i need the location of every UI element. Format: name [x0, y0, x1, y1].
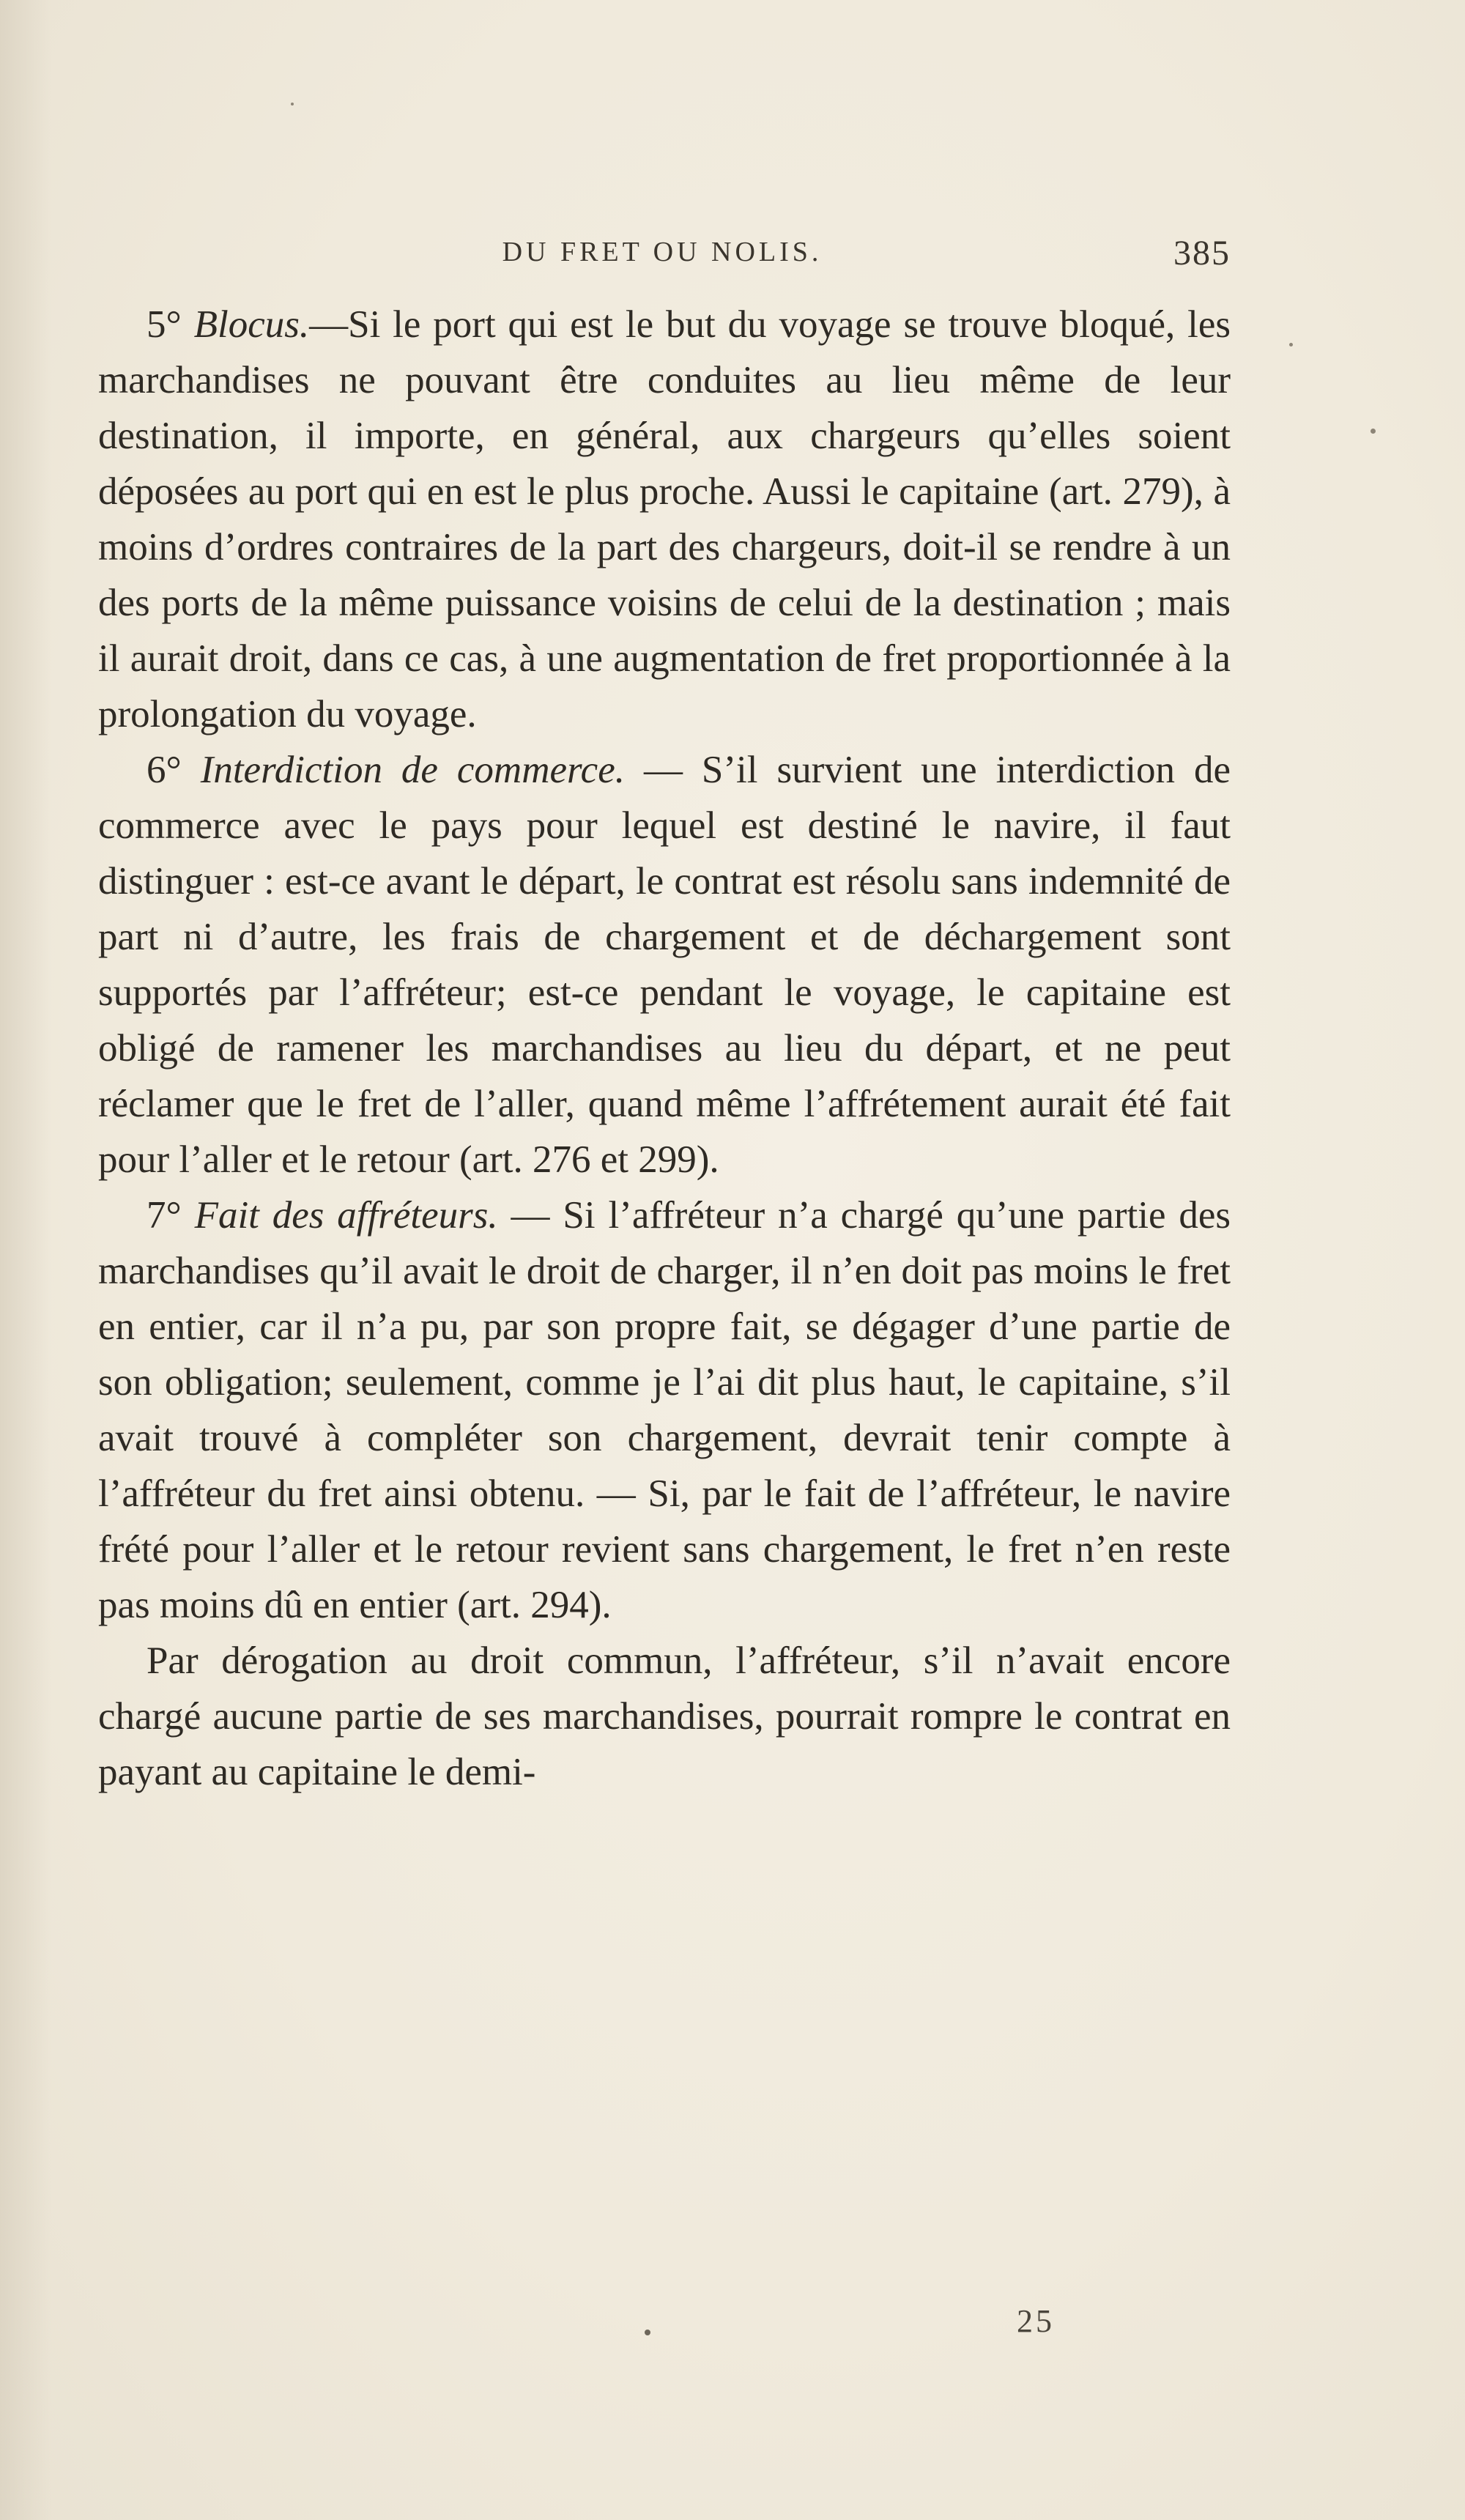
running-title: DU FRET OU NOLIS. — [502, 237, 823, 267]
paragraph-title: Fait des affréteurs. — [194, 1194, 498, 1237]
paragraph-number: 6° — [146, 749, 182, 791]
paragraph-text: — Si l’affréteur n’a chargé qu’une partie des marchandises qu’il avait le droit de charger, il n’en doit pas moins le fret en entier, car il n’a pu, par son propre fait, se dégager d’une partie de son obligation; seulement, comme je l’ai dit plus haut, le capitaine, s’il avait trouvé à compléter son chargement, devrait tenir compte à l’affréteur du fret ainsi obtenu. — Si, par le fait de l’affréteur, le navire frété pour l’aller et le retour revient sans chargement, le fret n’en reste pas moins dû en entier (art. 294). — [98, 1194, 1231, 1626]
paper-speck — [1371, 429, 1376, 434]
paragraph-number: 5° — [146, 303, 182, 346]
paragraph-fait-affreteurs — [98, 1187, 1231, 1633]
paragraph-interdiction — [98, 742, 1231, 1187]
body-text — [98, 297, 1231, 1800]
paragraph-text: Par dérogation au droit commun, l’affréteur, s’il n’avait encore chargé aucune partie de ses marchandises, pourrait rompre le contrat en payant au capitaine le demi- — [98, 1639, 1231, 1793]
paragraph-text: —Si le port qui est le but du voyage se trouve bloqué, les marchandises ne pouvant être conduites au lieu même de leur destination, il importe, en général, aux chargeurs qu’elles soient déposées au port qui en est le plus proche. Aussi le capitaine (art. 279), à moins d’ordres contraires de la part des chargeurs, doit-il se rendre à un des ports de la même puissance voisins de celui de la destination ; mais il aurait droit, dans ce cas, à une augmentation de fret proportionnée à la prolongation du voyage. — [98, 303, 1231, 735]
paragraph-title: Blocus. — [193, 303, 310, 346]
paragraph-derogation — [98, 1633, 1231, 1800]
signature-mark: 25 — [1017, 2303, 1055, 2339]
paragraph-title: Interdiction de commerce. — [200, 749, 625, 791]
page-number: 385 — [1173, 234, 1231, 273]
paragraph-blocus — [98, 297, 1231, 742]
paragraph-text: — S’il survient une interdiction de commerce avec le pays pour lequel est destiné le navire, il faut distinguer : est-ce avant le départ, le contrat est résolu sans indemnité de part ni d’autre, les frais de chargement et de déchargement sont supportés par l’affréteur; est-ce pendant le voyage, le capitaine est obligé de ramener les marchandises au lieu du départ, et ne peut réclamer que le fret de l’aller, quand même l’affrétement aurait été fait pour l’aller et le retour (art. 276 et 299). — [98, 749, 1231, 1181]
paper-speck — [291, 103, 294, 105]
page-header — [94, 236, 1231, 280]
paragraph-number: 7° — [146, 1194, 182, 1237]
paper-speck — [1289, 343, 1293, 346]
paper-speck — [645, 2330, 650, 2335]
gutter-shadow — [0, 0, 51, 2520]
